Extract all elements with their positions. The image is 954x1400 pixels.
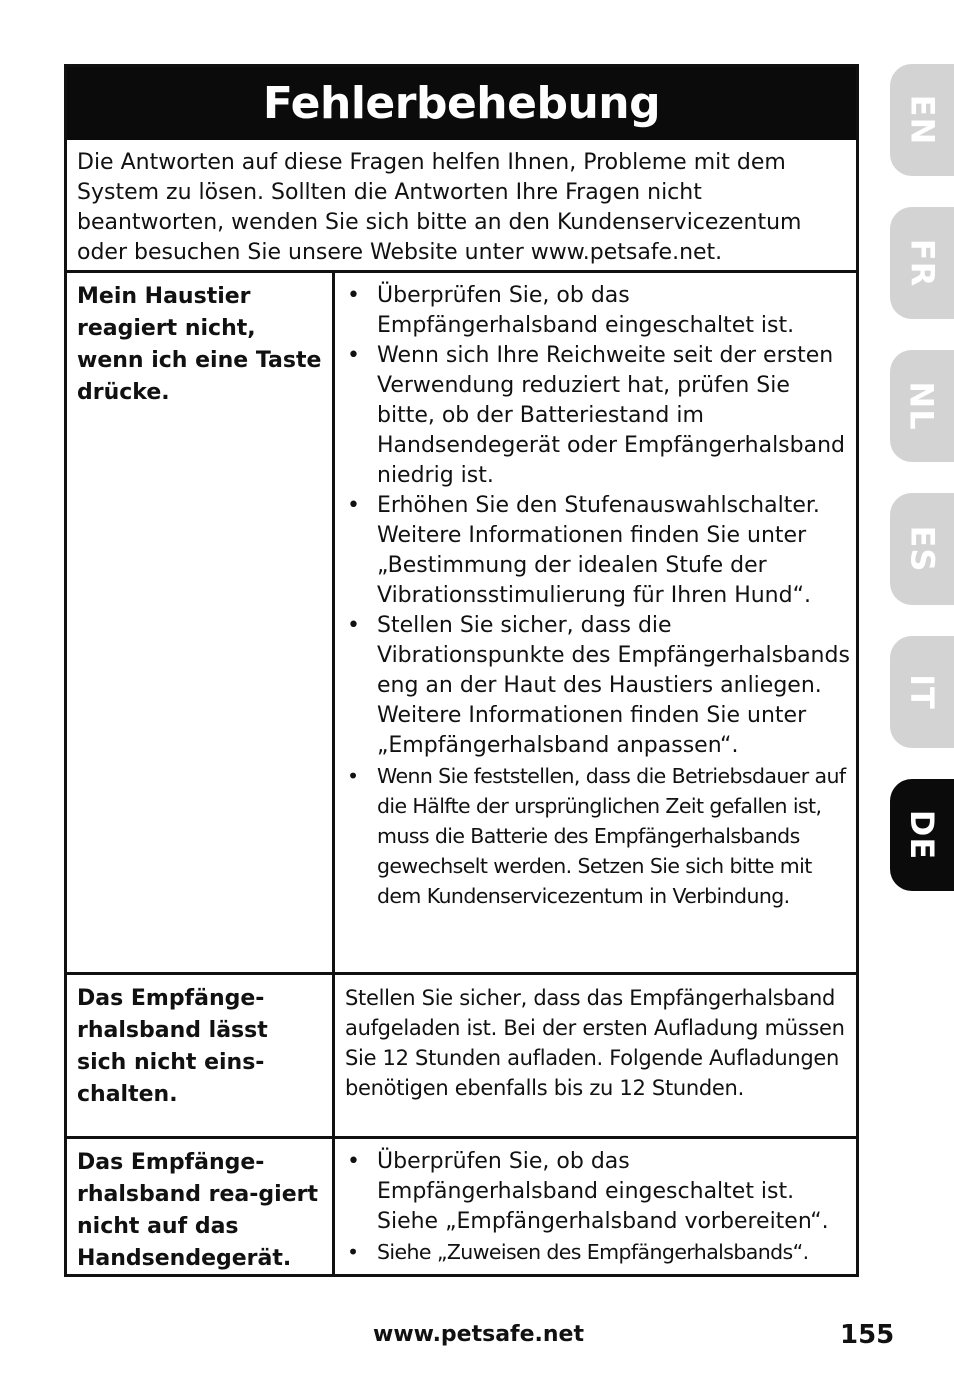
tab-label: DE <box>902 809 941 861</box>
tab-label: NL <box>902 381 941 431</box>
solution-cell <box>335 975 856 1136</box>
problem-cell: Mein Haustier reagiert nicht, wenn ich eine Taste drücke. <box>67 273 335 972</box>
solution-text: Stellen Sie sicher, dass das Empfängerhalsband aufgeladen ist. Bei der ersten Aufladung müssen Sie 12 Stunden aufladen. Folgende Aufladungen benötigen ebenfalls bis zu 12 Stunden. <box>345 986 845 1100</box>
problem-cell: Das Empfänge-rhalsband lässt sich nicht eins-chalten. <box>67 975 335 1136</box>
tab-label: IT <box>902 674 941 710</box>
list-item: • Stellen Sie sicher, dass die Vibrationspunkte des Empfängerhalsbands eng an der Haut des Haustiers anliegen. Weitere Informationen finden Sie unter „Empfängerhalsband anpassen“. <box>345 611 850 761</box>
solution-cell <box>335 273 856 972</box>
footer-url: www.petsafe.net <box>373 1322 584 1347</box>
solution-cell <box>335 1139 856 1274</box>
tab-label: FR <box>903 238 941 288</box>
tab-label: EN <box>902 94 941 146</box>
list-item: • Siehe „Zuweisen des Empfängerhalsbands“. <box>345 1237 850 1267</box>
list-item: • Erhöhen Sie den Stufenauswahlschalter. Weitere Informationen finden Sie unter „Bestimmung der idealen Stufe der Vibrationsstimulierung für Ihren Hund“. <box>345 491 850 611</box>
list-item: • Überprüfen Sie, ob das Empfängerhalsband eingeschaltet ist. <box>345 281 850 341</box>
list-item: • Wenn sich Ihre Reichweite seit der ersten Verwendung reduziert hat, prüfen Sie bitte, ob der Batteriestand im Handsendegerät oder Empfängerhalsband niedrig ist. <box>345 341 850 491</box>
solution-list <box>345 281 850 911</box>
tab-fr[interactable] <box>890 207 954 319</box>
page-title: Fehlerbehebung <box>67 67 856 140</box>
list-item: • Wenn Sie feststellen, dass die Betriebsdauer auf die Hälfte der ursprünglichen Zeit gefallen ist, muss die Batterie des Empfängerhalsbands gewechselt werden. Setzen Sie sich bitte mit dem Kundenservicezentum in Verbindung. <box>345 761 850 911</box>
tab-en[interactable] <box>890 64 954 176</box>
tab-it[interactable] <box>890 636 954 748</box>
intro-paragraph: Die Antworten auf diese Fragen helfen Ihnen, Probleme mit dem System zu lösen. Sollten die Antworten Ihre Fragen nicht beantworten, wenden Sie sich bitte an den Kundenservicezentum oder besuchen Sie unsere Website unter www.petsafe.net. <box>67 140 856 273</box>
page-number: 155 <box>840 1320 895 1350</box>
list-item: • Überprüfen Sie, ob das Empfängerhalsband eingeschaltet ist. Siehe „Empfängerhalsband vorbereiten“. <box>345 1147 850 1237</box>
tab-label: ES <box>903 525 941 573</box>
table-row <box>67 273 856 975</box>
solution-list <box>345 1147 850 1267</box>
tab-nl[interactable] <box>890 350 954 462</box>
troubleshooting-table <box>64 64 859 1277</box>
tab-de[interactable] <box>890 779 954 891</box>
table-row <box>67 975 856 1139</box>
table-row <box>67 1139 856 1274</box>
problem-cell: Das Empfänge-rhalsband rea-giert nicht auf das Handsendegerät. <box>67 1139 335 1274</box>
tab-es[interactable] <box>890 493 954 605</box>
